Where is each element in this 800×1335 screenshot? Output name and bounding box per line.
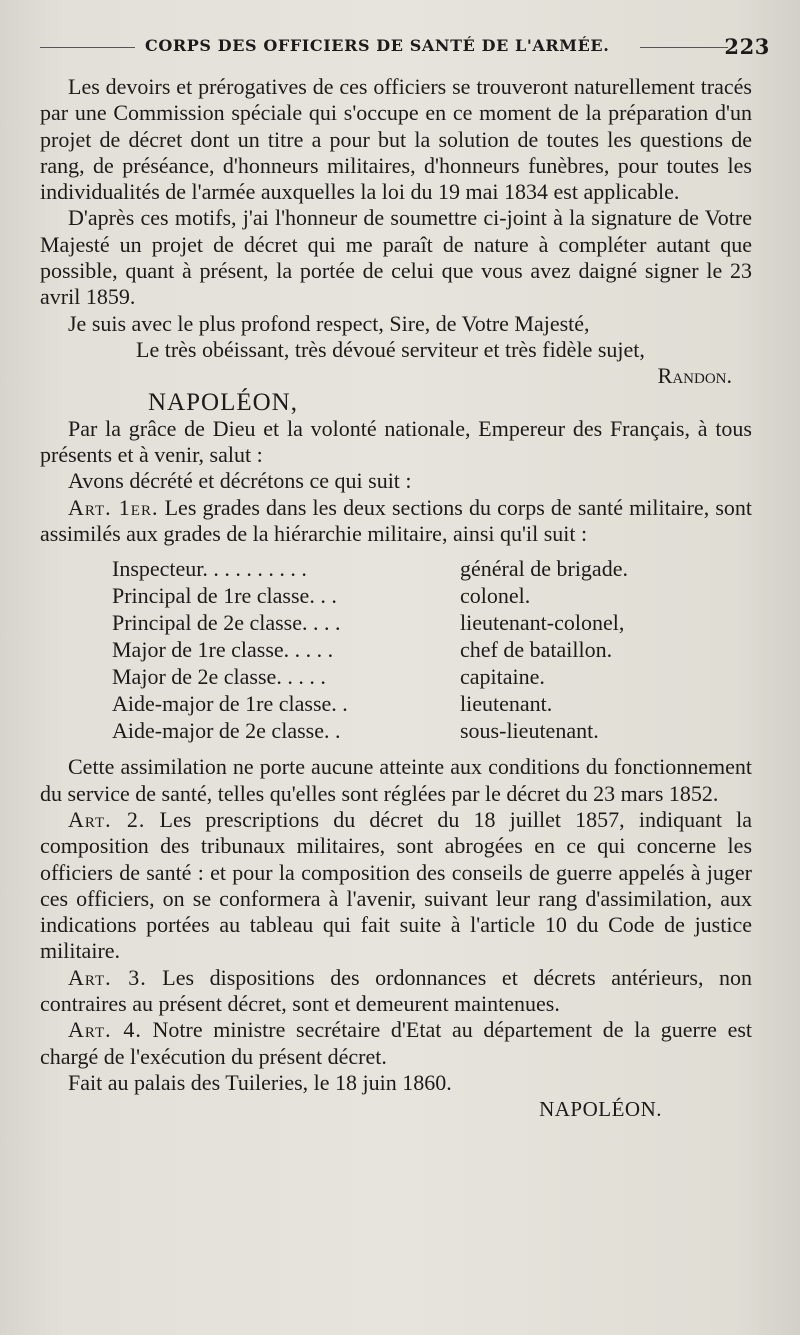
grade-medical-rank: Aide-major de 1re classe. . xyxy=(112,691,348,717)
paragraph-done-at: Fait au palais des Tuileries, le 18 juin 1860. xyxy=(68,1069,452,1095)
paragraph-closing: Le très obéissant, très dévoué serviteur et très fidèle sujet, xyxy=(136,336,645,362)
article-1 xyxy=(40,495,752,548)
signature-randon: Randon. xyxy=(657,363,732,389)
article-2-text: Les prescriptions du décret du 18 juillet 1857, indiquant la composition des tribunaux militaires, sont abrogées en ce qui concerne les officiers de santé : et pour la composition des conseils de guerre appelés à juger ces officiers, on se conformera à l'avenir, suivant leur rang d'assimilation, aux indications portées au tableau qui fait suite à l'article 10 du Code de justice militaire. xyxy=(40,806,752,964)
grade-military-equivalent: sous-lieutenant. xyxy=(460,718,599,744)
grade-row xyxy=(112,609,628,636)
grade-medical-rank: Principal de 2e classe. . . . xyxy=(112,610,341,636)
final-signature: NAPOLÉON. xyxy=(539,1097,662,1122)
paragraph-assimilation: Cette assimilation ne porte aucune atteinte aux conditions du fonctionnement du service de santé, telles qu'elles sont réglées par le décret du 23 mars 1852. xyxy=(40,754,752,806)
paragraph-respect: Je suis avec le plus profond respect, Sire, de Votre Majesté, xyxy=(68,310,590,336)
grade-military-equivalent: colonel. xyxy=(460,583,531,609)
grade-medical-rank: Inspecteur. . . . . . . . . . xyxy=(112,556,307,582)
paragraph-commission: Les devoirs et prérogatives de ces officiers se trouveront naturellement tracés par une Commission spéciale qui s'occupe en ce moment de la préparation d'un projet de décret dont un titre a pour but la solution de toutes les questions de rang, de préséance, d'honneurs militaires, d'honneurs funèbres, pour toutes les individualités de l'armée auxquelles la loi du 19 mai 1834 est applicable. xyxy=(40,74,752,205)
grade-military-equivalent: lieutenant-colonel, xyxy=(460,610,625,636)
grade-military-equivalent: lieutenant. xyxy=(460,691,553,717)
paragraph-motifs: D'après ces motifs, j'ai l'honneur de soumettre ci-joint à la signature de Votre Majesté un projet de décret qui me paraît de nature à compléter autant que possible, quant à présent, la portée de celui que vous avez daigné signer le 23 avril 1859. xyxy=(40,205,752,310)
grade-row xyxy=(112,690,628,717)
article-4 xyxy=(40,1017,752,1070)
article-2 xyxy=(40,807,752,965)
article-1-label: Art. 1er. xyxy=(68,494,159,520)
page-header xyxy=(40,34,770,60)
grade-medical-rank: Major de 2e classe. . . . . xyxy=(112,664,326,690)
paragraph-preamble: Par la grâce de Dieu et la volonté nationale, Empereur des Français, à tous présents et à venir, salut : xyxy=(40,415,752,468)
running-title: CORPS DES OFFICIERS DE SANTÉ DE L'ARMÉE. xyxy=(145,36,610,55)
article-1-text: Les grades dans les deux sections du corps de santé militaire, sont assimilés aux grades de la hiérarchie militaire, ainsi qu'il suit : xyxy=(40,494,753,547)
grade-row xyxy=(112,636,628,663)
article-3-label: Art. 3. xyxy=(68,964,147,990)
page-body xyxy=(40,74,752,1123)
grade-row xyxy=(112,582,628,609)
page-number: 223 xyxy=(724,34,770,59)
grade-medical-rank: Major de 1re classe. . . . . xyxy=(112,637,334,663)
header-rule-right xyxy=(640,47,728,48)
grade-medical-rank: Aide-major de 2e classe. . xyxy=(112,718,341,744)
article-2-label: Art. 2. xyxy=(68,806,146,832)
grade-military-equivalent: général de brigade. xyxy=(460,556,628,582)
article-4-text: Notre ministre secrétaire d'Etat au département de la guerre est chargé de l'exécution du présent décret. xyxy=(40,1017,753,1069)
grade-row xyxy=(112,555,628,582)
grade-row xyxy=(112,663,628,690)
emperor-heading: NAPOLÉON, xyxy=(148,388,298,416)
grade-military-equivalent: chef de bataillon. xyxy=(460,637,613,663)
grade-row xyxy=(112,717,628,744)
header-rule-left xyxy=(40,47,135,48)
grade-assimilation-table xyxy=(112,555,628,744)
paragraph-decree: Avons décrété et décrétons ce qui suit : xyxy=(68,468,412,494)
article-3 xyxy=(40,965,752,1018)
grade-military-equivalent: capitaine. xyxy=(460,664,545,690)
article-4-label: Art. 4. xyxy=(68,1017,142,1043)
grade-medical-rank: Principal de 1re classe. . . xyxy=(112,583,337,609)
article-3-text: Les dispositions des ordonnances et décrets antérieurs, non contraires au présent décret, sont et demeurent maintenues. xyxy=(40,964,753,1017)
